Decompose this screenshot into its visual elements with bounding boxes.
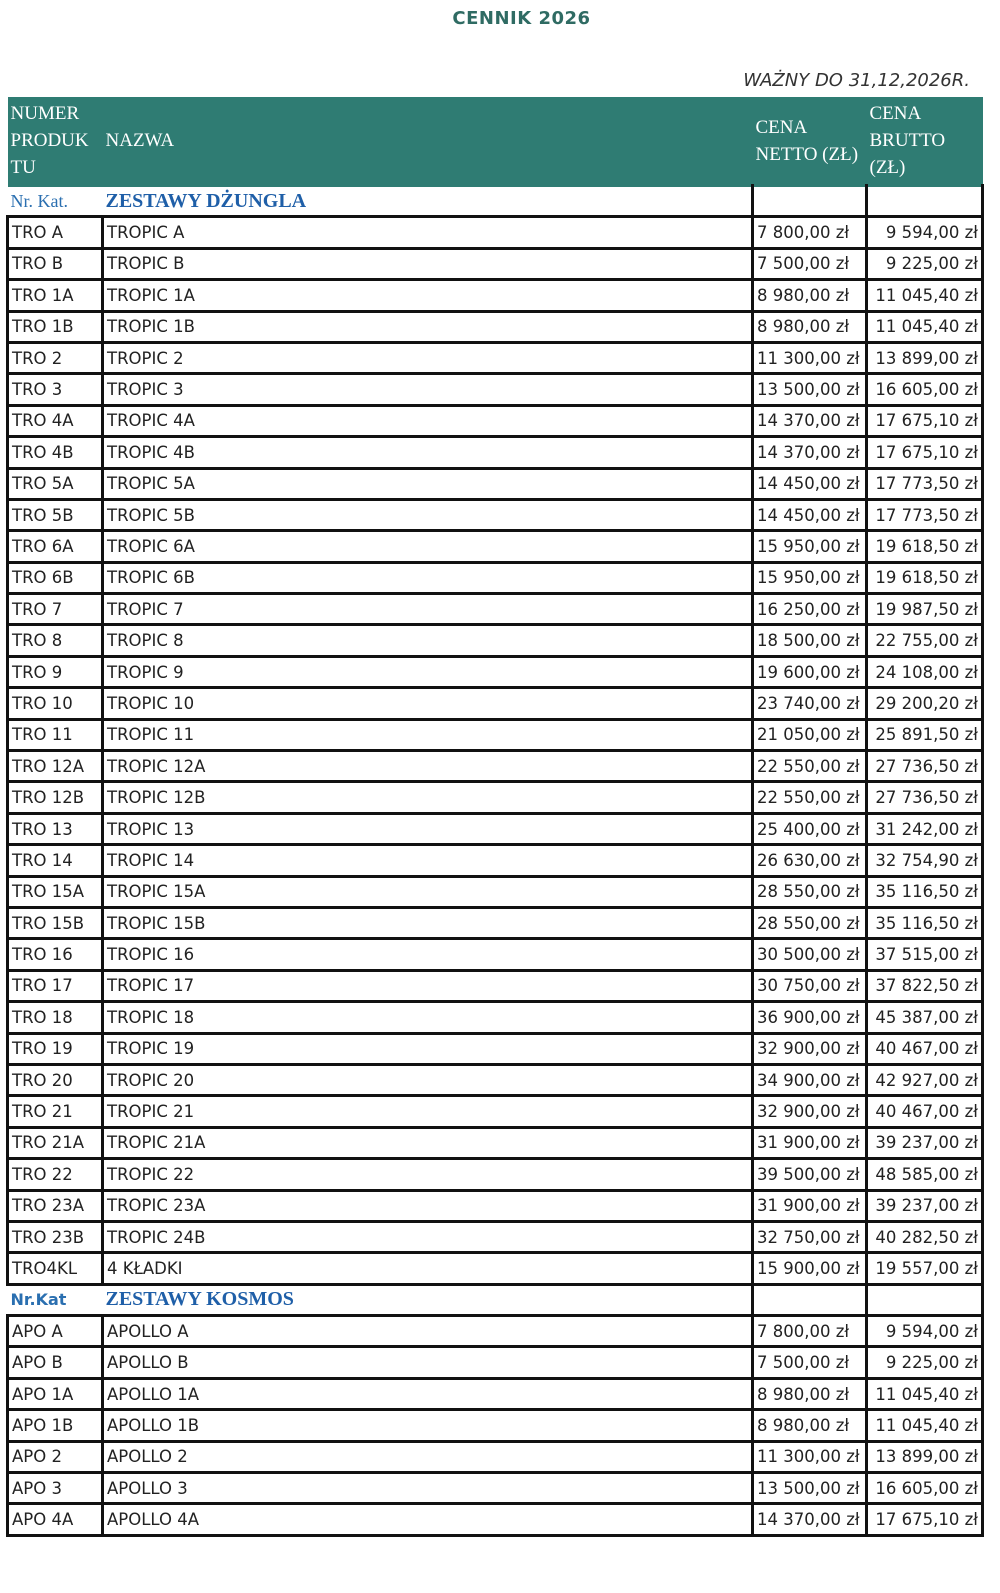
net-price: 23 740,00 zł [753, 688, 867, 719]
product-code: TRO 2 [8, 342, 103, 373]
table-row [8, 1504, 983, 1535]
gross-price: 42 927,00 zł [867, 1064, 983, 1095]
table-body [8, 186, 983, 1536]
net-price: 14 370,00 zł [753, 405, 867, 436]
gross-price: 17 675,10 zł [867, 1504, 983, 1535]
net-price: 28 550,00 zł [753, 876, 867, 907]
product-code: TRO 5A [8, 468, 103, 499]
table-row [8, 1159, 983, 1190]
product-code: TRO 1A [8, 280, 103, 311]
net-price: 19 600,00 zł [753, 656, 867, 687]
table-row [8, 468, 983, 499]
product-code: TRO 22 [8, 1159, 103, 1190]
gross-price: 40 282,50 zł [867, 1221, 983, 1252]
product-name: TROPIC 2 [103, 342, 753, 373]
header-name: NAZWA [103, 97, 753, 186]
header-net [753, 97, 867, 186]
product-name: TROPIC 10 [103, 688, 753, 719]
table-row [8, 248, 983, 279]
gross-price: 11 045,40 zł [867, 311, 983, 342]
table-row [8, 594, 983, 625]
gross-price: 35 116,50 zł [867, 876, 983, 907]
document-title: CENNIK 2026 [452, 8, 591, 29]
header-gross-line: (ZŁ) [869, 157, 906, 178]
gross-price: 9 225,00 zł [867, 248, 983, 279]
product-name: APOLLO 1B [103, 1410, 753, 1441]
table-row [8, 1127, 983, 1158]
table-row [8, 719, 983, 750]
gross-price: 22 755,00 zł [867, 625, 983, 656]
net-price: 34 900,00 zł [753, 1064, 867, 1095]
product-code: TRO 1B [8, 311, 103, 342]
net-price: 26 630,00 zł [753, 845, 867, 876]
net-price: 22 550,00 zł [753, 751, 867, 782]
section-header-row [8, 186, 983, 217]
product-code: TRO B [8, 248, 103, 279]
header-net-line: CENA [755, 116, 808, 138]
net-price: 8 980,00 zł [753, 311, 867, 342]
section-empty-net [753, 1284, 867, 1315]
product-code: APO 4A [8, 1504, 103, 1535]
net-price: 7 500,00 zł [753, 1347, 867, 1378]
net-price: 31 900,00 zł [753, 1127, 867, 1158]
header-net-line: NETTO (ZŁ) [755, 143, 859, 165]
gross-price: 29 200,20 zł [867, 688, 983, 719]
product-name: TROPIC 7 [103, 594, 753, 625]
table-row [8, 311, 983, 342]
gross-price: 19 557,00 zł [867, 1253, 983, 1284]
product-name: TROPIC 6B [103, 562, 753, 593]
product-name: TROPIC 5A [103, 468, 753, 499]
net-price: 32 900,00 zł [753, 1033, 867, 1064]
net-price: 14 450,00 zł [753, 468, 867, 499]
gross-price: 9 225,00 zł [867, 1347, 983, 1378]
table-header-row [8, 97, 983, 186]
table-row [8, 845, 983, 876]
product-name: TROPIC 4B [103, 437, 753, 468]
product-code: TRO 5B [8, 499, 103, 530]
product-code: APO B [8, 1347, 103, 1378]
product-name: TROPIC 12A [103, 751, 753, 782]
gross-price: 48 585,00 zł [867, 1159, 983, 1190]
product-code: TRO 23A [8, 1190, 103, 1221]
product-name: TROPIC 15B [103, 907, 753, 938]
net-price: 28 550,00 zł [753, 907, 867, 938]
gross-price: 19 618,50 zł [867, 562, 983, 593]
product-name: APOLLO B [103, 1347, 753, 1378]
gross-price: 17 773,50 zł [867, 499, 983, 530]
header-code-line: PRODUK [10, 130, 89, 151]
net-price: 15 950,00 zł [753, 562, 867, 593]
gross-price: 27 736,50 zł [867, 751, 983, 782]
gross-price: 11 045,40 zł [867, 1410, 983, 1441]
table-row [8, 782, 983, 813]
table-row [8, 531, 983, 562]
product-name: TROPIC 1A [103, 280, 753, 311]
net-price: 8 980,00 zł [753, 1410, 867, 1441]
table-row [8, 907, 983, 938]
product-code: TRO 14 [8, 845, 103, 876]
net-price: 30 750,00 zł [753, 970, 867, 1001]
gross-price: 35 116,50 zł [867, 907, 983, 938]
product-code: TRO 23B [8, 1221, 103, 1252]
net-price: 30 500,00 zł [753, 939, 867, 970]
table-row [8, 813, 983, 844]
table-row [8, 1221, 983, 1252]
table-row [8, 374, 983, 405]
product-code: TRO 7 [8, 594, 103, 625]
product-name: TROPIC 14 [103, 845, 753, 876]
validity-note: WAŻNY DO 31,12,2026R. [743, 70, 970, 91]
product-code: TRO 6B [8, 562, 103, 593]
product-code: TRO 4A [8, 405, 103, 436]
product-code: TRO 18 [8, 1002, 103, 1033]
product-code: TRO 10 [8, 688, 103, 719]
net-price: 18 500,00 zł [753, 625, 867, 656]
product-code: APO 2 [8, 1441, 103, 1472]
product-name: TROPIC 11 [103, 719, 753, 750]
product-code: TRO 17 [8, 970, 103, 1001]
gross-price: 19 618,50 zł [867, 531, 983, 562]
product-name: APOLLO 4A [103, 1504, 753, 1535]
table-row [8, 1190, 983, 1221]
table-row [8, 1441, 983, 1472]
gross-price: 16 605,00 zł [867, 1473, 983, 1504]
product-name: TROPIC 22 [103, 1159, 753, 1190]
product-code: TRO 12A [8, 751, 103, 782]
section-empty-net [753, 186, 867, 217]
table-row [8, 970, 983, 1001]
product-code: APO A [8, 1316, 103, 1347]
net-price: 7 800,00 zł [753, 1316, 867, 1347]
product-name: APOLLO 2 [103, 1441, 753, 1472]
product-name: TROPIC 24B [103, 1221, 753, 1252]
table-row [8, 217, 983, 248]
gross-price: 13 899,00 zł [867, 1441, 983, 1472]
product-code: TRO 20 [8, 1064, 103, 1095]
product-name: TROPIC B [103, 248, 753, 279]
table-row [8, 1347, 983, 1378]
net-price: 31 900,00 zł [753, 1190, 867, 1221]
product-name: TROPIC 5B [103, 499, 753, 530]
table-row [8, 562, 983, 593]
product-code: TRO 6A [8, 531, 103, 562]
product-name: TROPIC 8 [103, 625, 753, 656]
product-name: TROPIC 4A [103, 405, 753, 436]
product-code: TRO4KL [8, 1253, 103, 1284]
product-name: APOLLO 1A [103, 1378, 753, 1409]
gross-price: 11 045,40 zł [867, 280, 983, 311]
table-row [8, 939, 983, 970]
net-price: 8 980,00 zł [753, 1378, 867, 1409]
gross-price: 13 899,00 zł [867, 342, 983, 373]
product-name: TROPIC 9 [103, 656, 753, 687]
net-price: 13 500,00 zł [753, 1473, 867, 1504]
header-code [8, 97, 103, 186]
product-name: TROPIC 16 [103, 939, 753, 970]
section-title: ZESTAWY KOSMOS [103, 1284, 753, 1315]
gross-price: 11 045,40 zł [867, 1378, 983, 1409]
gross-price: 17 675,10 zł [867, 437, 983, 468]
net-price: 14 370,00 zł [753, 1504, 867, 1535]
gross-price: 19 987,50 zł [867, 594, 983, 625]
section-empty-gross [867, 186, 983, 217]
table-row [8, 1033, 983, 1064]
net-price: 39 500,00 zł [753, 1159, 867, 1190]
table-row [8, 280, 983, 311]
table-row [8, 1096, 983, 1127]
gross-price: 9 594,00 zł [867, 1316, 983, 1347]
product-name: TROPIC 15A [103, 876, 753, 907]
product-code: TRO 8 [8, 625, 103, 656]
product-name: TROPIC 18 [103, 1002, 753, 1033]
header-gross-line: CENA [869, 103, 922, 124]
table-row [8, 499, 983, 530]
product-code: TRO 13 [8, 813, 103, 844]
section-title: ZESTAWY DŻUNGLA [103, 186, 753, 217]
header-gross [867, 97, 983, 186]
header-code-line: TU [10, 157, 36, 178]
product-name: TROPIC 20 [103, 1064, 753, 1095]
table-row [8, 1410, 983, 1441]
product-name: TROPIC 6A [103, 531, 753, 562]
product-code: APO 3 [8, 1473, 103, 1504]
product-code: TRO 16 [8, 939, 103, 970]
section-header-row [8, 1284, 983, 1315]
product-name: TROPIC 13 [103, 813, 753, 844]
net-price: 14 450,00 zł [753, 499, 867, 530]
table-row [8, 342, 983, 373]
table-row [8, 1316, 983, 1347]
table-row [8, 656, 983, 687]
product-code: TRO 15A [8, 876, 103, 907]
product-code: TRO 4B [8, 437, 103, 468]
net-price: 22 550,00 zł [753, 782, 867, 813]
table-row [8, 688, 983, 719]
net-price: 8 980,00 zł [753, 280, 867, 311]
product-name: TROPIC A [103, 217, 753, 248]
product-name: TROPIC 17 [103, 970, 753, 1001]
gross-price: 40 467,00 zł [867, 1033, 983, 1064]
table-row [8, 437, 983, 468]
product-code: TRO 3 [8, 374, 103, 405]
product-name: 4 KŁADKI [103, 1253, 753, 1284]
net-price: 15 900,00 zł [753, 1253, 867, 1284]
net-price: 36 900,00 zł [753, 1002, 867, 1033]
table-row [8, 1064, 983, 1095]
table-row [8, 1473, 983, 1504]
price-table [6, 97, 984, 1537]
net-price: 25 400,00 zł [753, 813, 867, 844]
gross-price: 40 467,00 zł [867, 1096, 983, 1127]
product-name: TROPIC 21 [103, 1096, 753, 1127]
net-price: 7 500,00 zł [753, 248, 867, 279]
table-row [8, 1253, 983, 1284]
product-code: TRO 19 [8, 1033, 103, 1064]
product-name: TROPIC 1B [103, 311, 753, 342]
table-row [8, 405, 983, 436]
product-code: TRO 15B [8, 907, 103, 938]
gross-price: 17 675,10 zł [867, 405, 983, 436]
table-row [8, 1002, 983, 1033]
product-code: TRO A [8, 217, 103, 248]
net-price: 21 050,00 zł [753, 719, 867, 750]
product-name: TROPIC 23A [103, 1190, 753, 1221]
product-name: TROPIC 21A [103, 1127, 753, 1158]
net-price: 11 300,00 zł [753, 342, 867, 373]
net-price: 15 950,00 zł [753, 531, 867, 562]
product-name: TROPIC 19 [103, 1033, 753, 1064]
product-code: APO 1B [8, 1410, 103, 1441]
product-code: TRO 11 [8, 719, 103, 750]
gross-price: 17 773,50 zł [867, 468, 983, 499]
gross-price: 39 237,00 zł [867, 1190, 983, 1221]
gross-price: 31 242,00 zł [867, 813, 983, 844]
gross-price: 32 754,90 zł [867, 845, 983, 876]
gross-price: 45 387,00 zł [867, 1002, 983, 1033]
product-code: TRO 9 [8, 656, 103, 687]
product-name: TROPIC 12B [103, 782, 753, 813]
gross-price: 16 605,00 zł [867, 374, 983, 405]
net-price: 32 900,00 zł [753, 1096, 867, 1127]
section-code-label: Nr. Kat. [10, 190, 68, 211]
gross-price: 37 515,00 zł [867, 939, 983, 970]
product-name: APOLLO A [103, 1316, 753, 1347]
table-row [8, 876, 983, 907]
product-code: APO 1A [8, 1378, 103, 1409]
product-code: TRO 12B [8, 782, 103, 813]
product-code: TRO 21A [8, 1127, 103, 1158]
gross-price: 25 891,50 zł [867, 719, 983, 750]
net-price: 16 250,00 zł [753, 594, 867, 625]
table-row [8, 625, 983, 656]
gross-price: 39 237,00 zł [867, 1127, 983, 1158]
header-gross-line: BRUTTO [869, 130, 946, 151]
product-name: APOLLO 3 [103, 1473, 753, 1504]
gross-price: 9 594,00 zł [867, 217, 983, 248]
net-price: 11 300,00 zł [753, 1441, 867, 1472]
table-row [8, 1378, 983, 1409]
product-name: TROPIC 3 [103, 374, 753, 405]
gross-price: 24 108,00 zł [867, 656, 983, 687]
header-code-line: NUMER [10, 103, 80, 124]
section-code-label: Nr.Kat [8, 1284, 103, 1315]
net-price: 32 750,00 zł [753, 1221, 867, 1252]
product-code: TRO 21 [8, 1096, 103, 1127]
net-price: 13 500,00 zł [753, 374, 867, 405]
gross-price: 27 736,50 zł [867, 782, 983, 813]
net-price: 7 800,00 zł [753, 217, 867, 248]
section-empty-gross [867, 1284, 983, 1315]
gross-price: 37 822,50 zł [867, 970, 983, 1001]
table-row [8, 751, 983, 782]
net-price: 14 370,00 zł [753, 437, 867, 468]
